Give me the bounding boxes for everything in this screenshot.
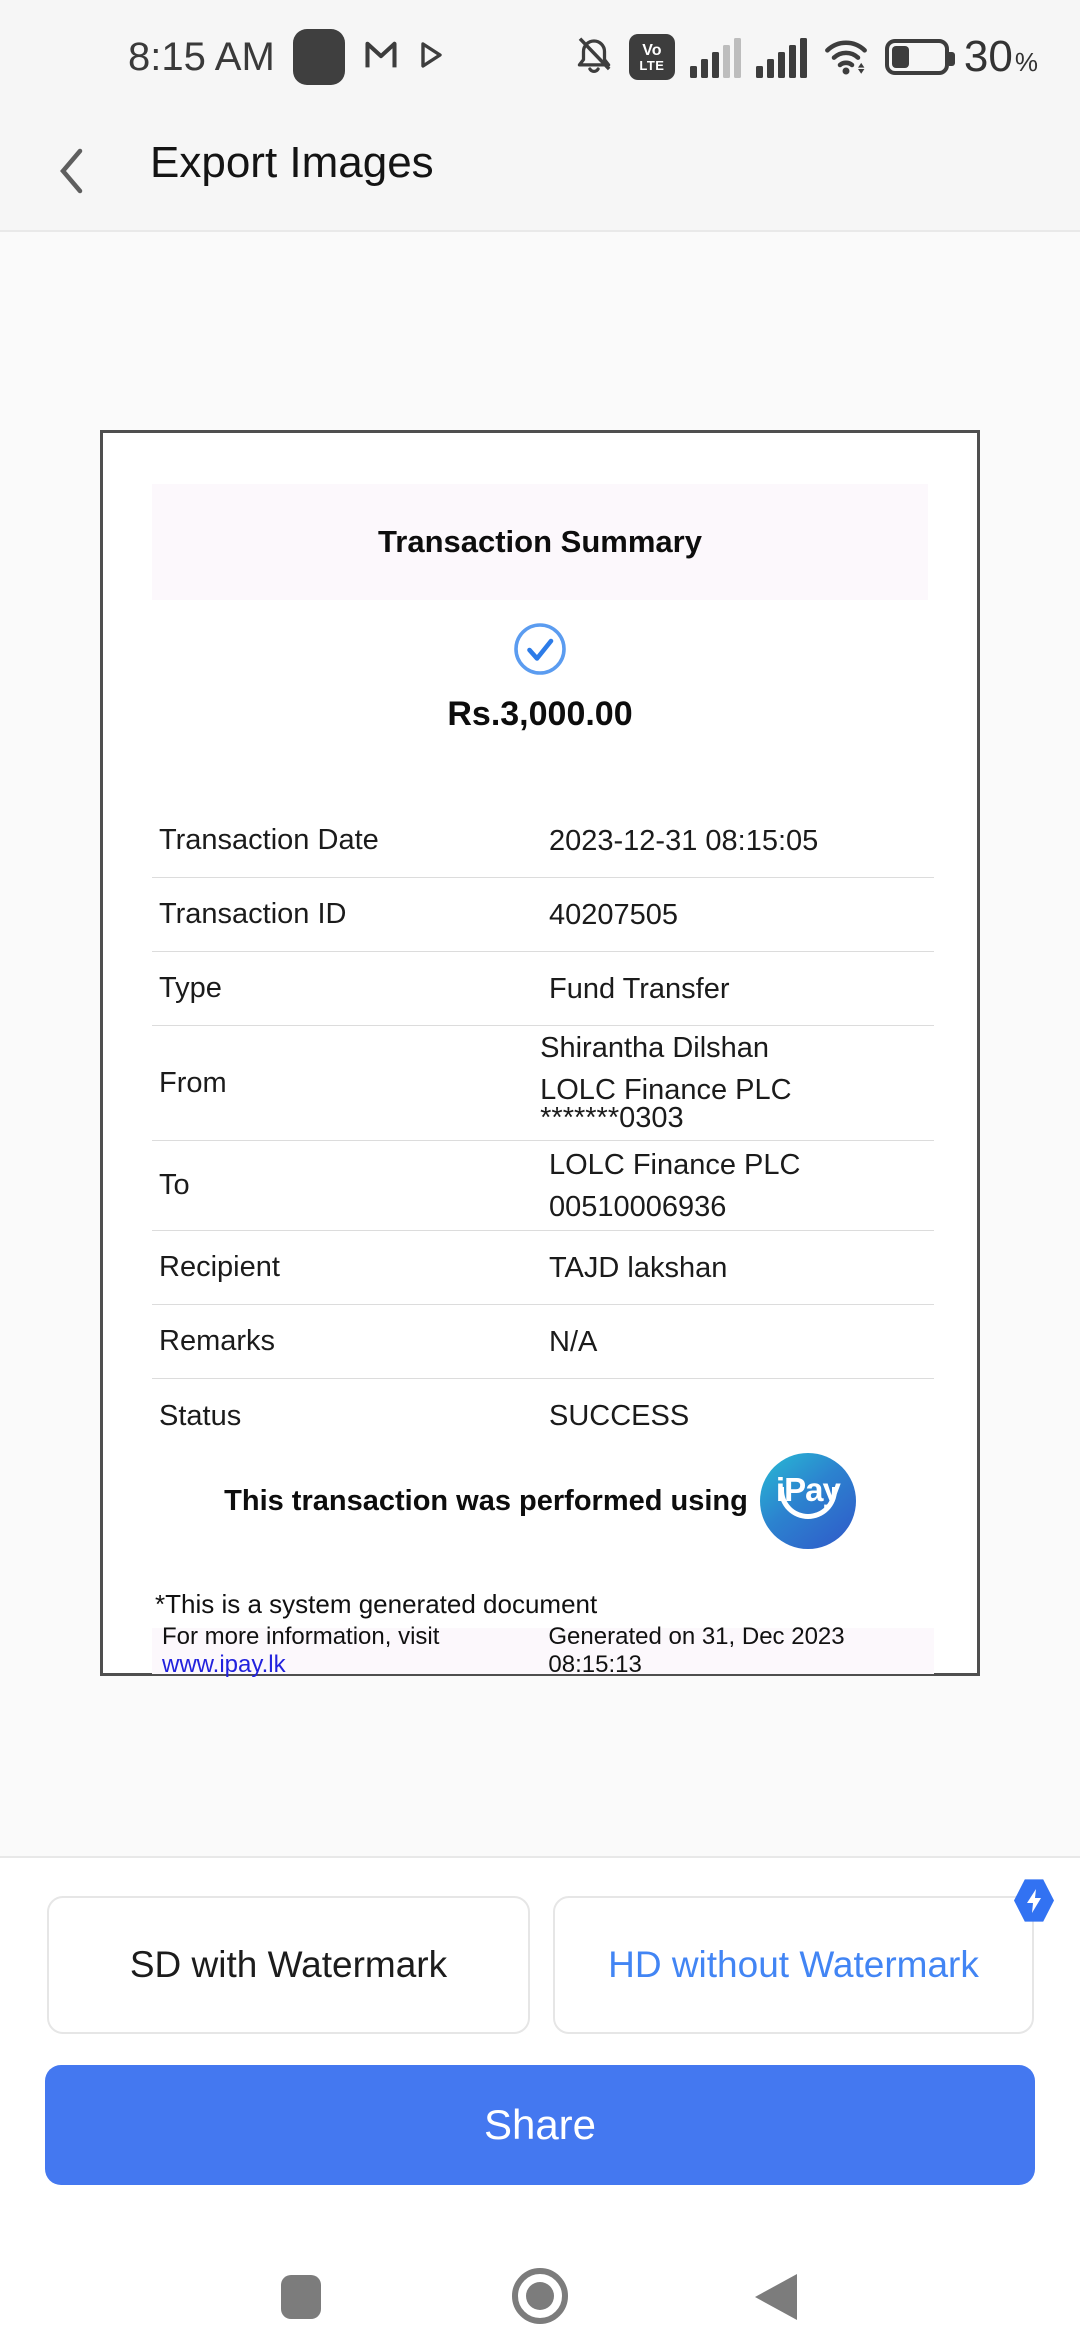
row-value: LOLC Finance PLC *******0303 [540,1074,792,1134]
row-label: Remarks [159,1325,276,1357]
top-block [0,0,1080,232]
row-values [549,898,679,931]
table-row [152,1231,934,1305]
row-values [549,824,819,857]
row-value: 2023-12-31 08:15:05 [549,824,819,857]
row-value: 40207505 [549,898,679,931]
more-info-text: For more information, visit www.ipay.lk [162,1623,440,1678]
battery-percent: 30 % [963,32,1038,81]
row-values [549,1402,689,1430]
receipt-title-band [152,484,928,600]
system-generated-note: *This is a system generated document [155,1589,598,1619]
row-value: Fund Transfer [549,972,730,1005]
row-label: Type [159,972,222,1004]
nav-recents-button[interactable] [281,2275,321,2319]
wifi-icon [822,33,870,82]
nav-back-button[interactable] [755,2274,797,2320]
row-label: From [159,1066,227,1099]
row-value: 00510006936 [549,1190,727,1223]
receipt-rows [152,804,934,1453]
status-left [128,22,445,92]
table-row [152,1141,934,1231]
success-check-icon [513,622,567,681]
volte-badge: Vo LTE [629,34,675,80]
ipay-logo: iPay [760,1453,856,1549]
status-right [574,22,1038,92]
performed-using-line [103,1453,977,1549]
row-value: TAJD lakshan [549,1251,728,1284]
row-values [549,1251,728,1284]
notification-app-icon [293,29,345,85]
bell-muted-icon [574,34,614,81]
table-row [152,952,934,1026]
app-bar [0,116,1080,226]
row-label: To [159,1169,190,1201]
table-row [152,878,934,952]
battery-icon [885,39,949,75]
row-values [549,972,730,1005]
signal-bars-sim1 [690,32,741,82]
row-value: Shirantha Dilshan [540,1032,770,1064]
generated-timestamp: Generated on 31, Dec 2023 08:15:13 [548,1623,845,1678]
back-button[interactable] [56,146,86,196]
clock: 8:15 AM [128,34,275,79]
page-title: Export Images [150,138,434,187]
table-row [152,1305,934,1379]
ipay-link[interactable]: www.ipay.lk [162,1651,286,1678]
table-row [152,1379,934,1453]
signal-bars-sim2 [756,32,807,82]
hd-without-watermark-button[interactable]: HD without Watermark [553,1896,1034,2034]
gmail-icon [363,37,399,78]
row-label: Recipient [159,1251,280,1283]
ipay-smile-arc [779,1487,837,1519]
share-button[interactable]: Share [45,2065,1035,2185]
row-value: LOLC Finance PLC [549,1148,801,1181]
receipt-footer-band [152,1623,934,1678]
nav-home-button[interactable] [512,2268,568,2324]
row-values [549,1325,598,1358]
performed-using-text: This transaction was performed using [224,1484,748,1517]
play-icon [417,40,445,75]
sd-with-watermark-button[interactable]: SD with Watermark [47,1896,530,2034]
row-label: Transaction ID [159,898,347,930]
transaction-amount: Rs.3,000.00 [447,695,633,733]
main-area [0,232,1080,1856]
table-row [152,804,934,878]
row-value: N/A [549,1325,598,1358]
receipt-card [100,430,980,1676]
table-row [152,1026,934,1141]
row-value: SUCCESS [549,1400,690,1432]
bottom-panel [0,1856,1080,2340]
row-label: Status [159,1399,242,1432]
status-bar [0,22,1080,92]
row-values [549,1148,801,1223]
row-label: Transaction Date [159,824,379,856]
row-values [540,1034,934,1132]
receipt-title: Transaction Summary [378,524,702,559]
